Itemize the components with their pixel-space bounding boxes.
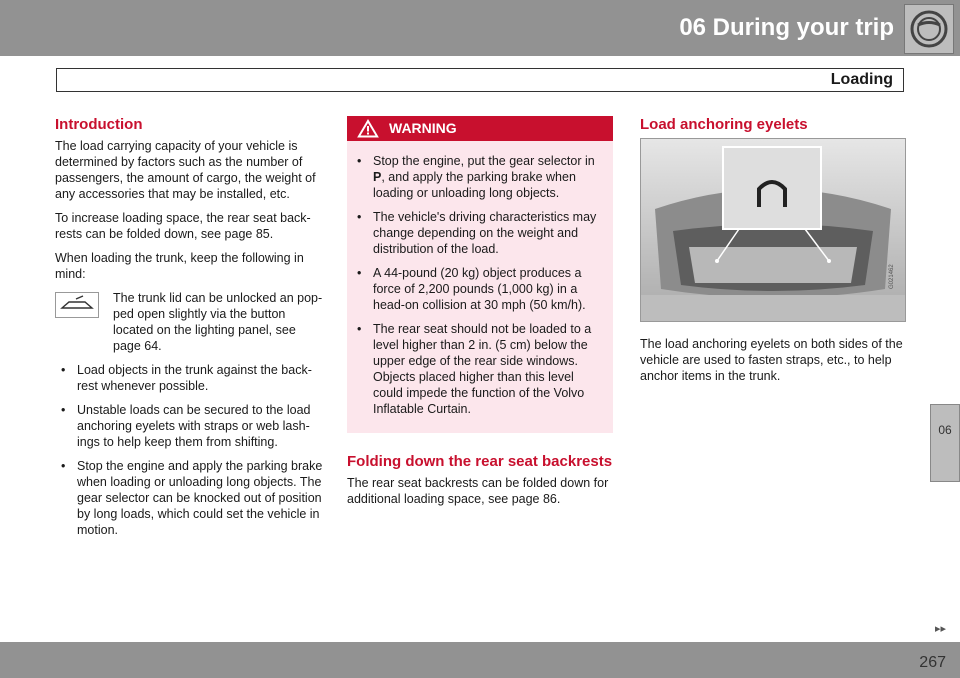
list-item: • Stop the engine, put the gear selector in P, and apply the parking brake when loading or unloading long objects. [357,154,595,200]
steering-wheel-icon [904,4,954,54]
section-title: Loading [830,71,893,88]
eyelets-heading: Load anchoring eyelets [640,116,808,133]
warning-header [347,116,613,141]
image-code: G021462 [889,264,895,289]
column-introduction [55,116,323,546]
column-warning [347,116,613,515]
intro-paragraph-2: To increase loading space, the rear seat back-rests can be folded down, see page 85. [55,211,311,241]
trunk-eyelets-photo [640,138,906,322]
warning-title: WARNING [389,120,457,136]
chapter-title: 06 During your trip [679,14,894,41]
list-item: • The rear seat should not be loaded to a level higher than 2 in. (5 cm) below the upper edge of the rear side windows. Objects placed higher than this level could impede the function of the Volvo Inflatable Curtain. [357,322,592,416]
chapter-tab-label: 06 [938,423,952,437]
eyelets-text: The load anchoring eyelets on both sides of the vehicle are used to fasten straps, etc., to help anchor items in the trunk. [640,337,903,383]
next-page-arrows-icon: ▸▸ [934,623,946,635]
intro-paragraph-3: When loading the trunk, keep the following in mind: [55,251,304,281]
list-item: • Stop the engine and apply the parking brake when loading or unloading long objects. The gear selector can be knocked out of position by long loads, which could set the vehicle in motion. [61,459,323,537]
warning-triangle-icon [357,119,379,138]
list-item: • Load objects in the trunk against the back-rest whenever possible. [61,363,312,393]
list-item: • Unstable loads can be secured to the load anchoring eyelets with straps or web lash-ings to help keep them from shifting. [61,403,311,449]
section-header [56,68,904,92]
introduction-heading: Introduction [55,116,143,133]
intro-bullet-list [55,362,323,538]
intro-paragraph-1: The load carrying capacity of your vehicle is determined by factors such as the number of passengers, the amount of cargo, the weight of any accessories that may be installed, etc. [55,139,316,201]
folding-text: The rear seat backrests can be folded down for additional loading space, see page 86. [347,476,609,506]
trunk-lid-text: The trunk lid can be unlocked an pop-ped open slightly via the button located on the lighting panel, see page 64. [113,291,323,353]
warning-box [347,116,613,433]
footer-bar [0,642,960,678]
warning-bullet-list [347,141,613,417]
trunk-lid-note [55,290,323,354]
chapter-tab [930,404,960,482]
header-bar [0,0,960,56]
column-eyelets [640,116,906,392]
list-item: • A 44-pound (20 kg) object produces a force of 2,200 pounds (1,000 kg) in a head-on collision at 30 mph (50 km/h). [357,266,586,312]
page-number: 267 [919,654,946,671]
folding-heading: Folding down the rear seat backrests [347,453,613,470]
trunk-lid-icon [55,292,99,318]
list-item: • The vehicle's driving characteristics may change depending on the weight and distribution of the load. [357,210,597,256]
